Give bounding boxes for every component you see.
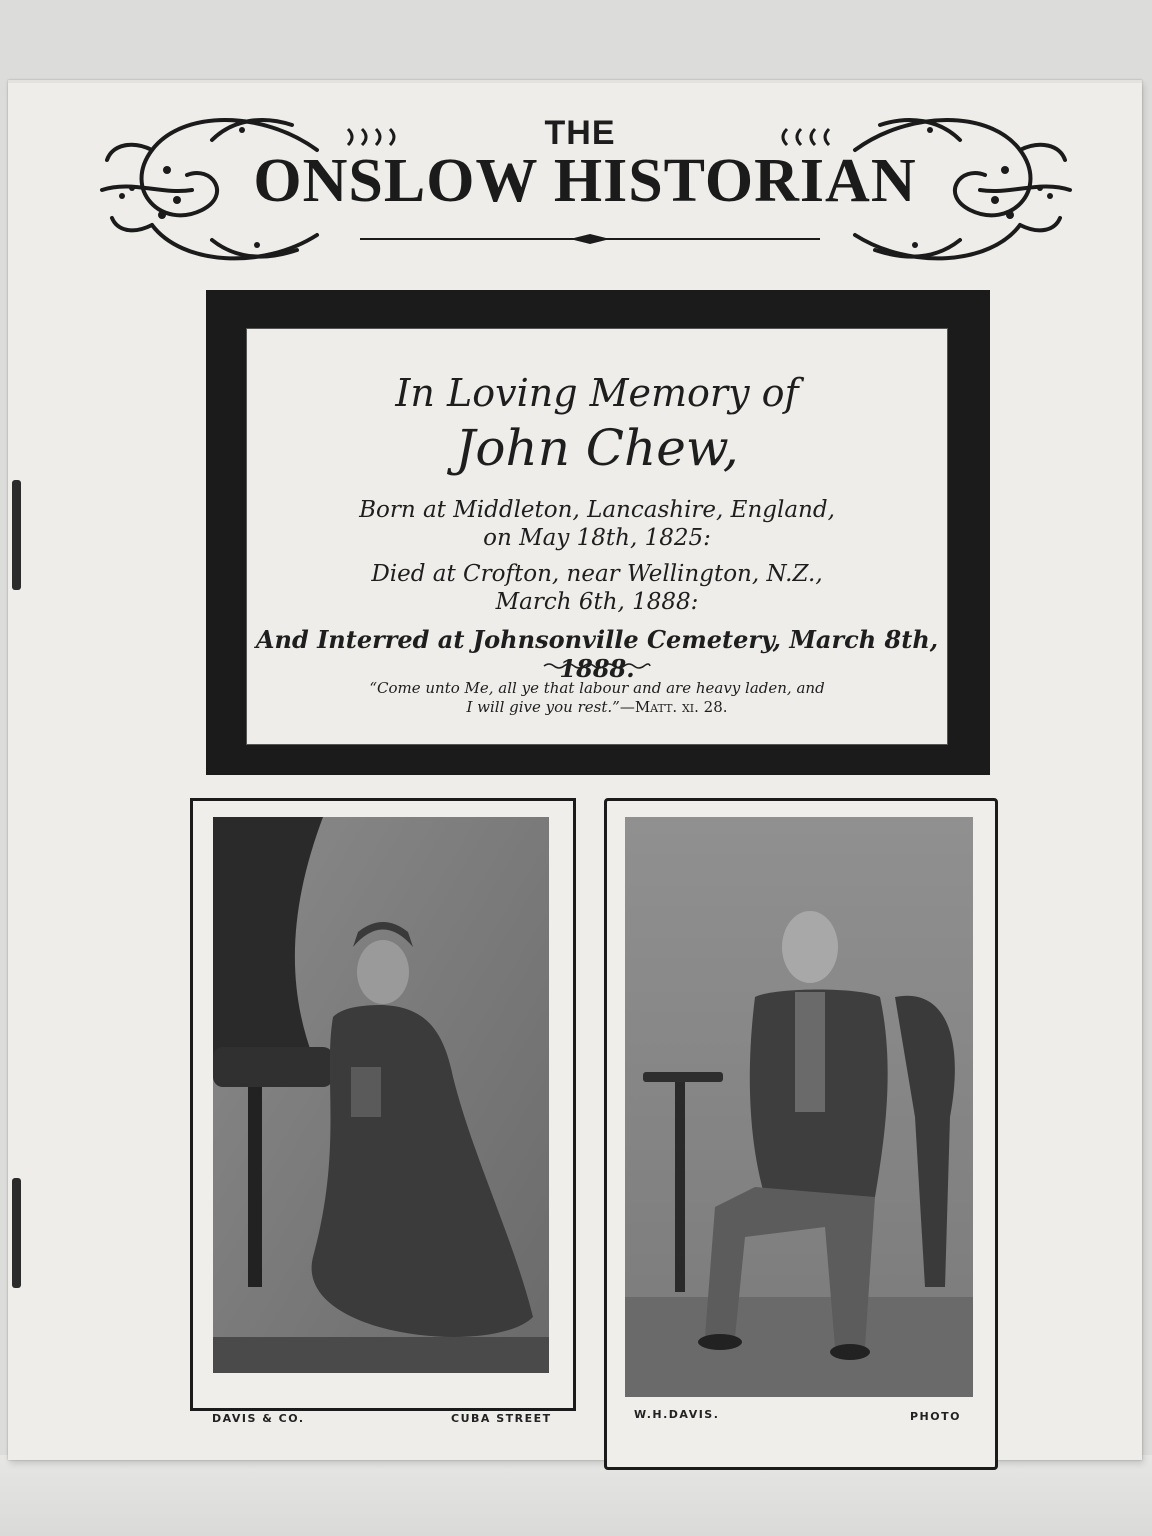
masthead-title: ONSLOW HISTORIAN xyxy=(253,147,917,215)
memorial-flourish-icon xyxy=(542,661,652,671)
staple-bottom xyxy=(12,1178,21,1288)
memorial-quote-line1: “Come unto Me, all ye that labour and are heavy laden, and xyxy=(369,679,825,697)
memorial-born-line1: Born at Middleton, Lancashire, England, xyxy=(359,497,835,523)
photo-right-caption-photo: PHOTO xyxy=(910,1410,961,1423)
memorial-interred: And Interred at Johnsonville Cemetery, March 8th, 1888. xyxy=(255,625,939,683)
memorial-name: John Chew, xyxy=(455,419,739,477)
memorial-died-line2: March 6th, 1888: xyxy=(495,589,699,615)
memorial-quote-text: I will give you rest.” xyxy=(466,698,620,716)
memorial-heading: In Loving Memory of xyxy=(395,371,799,415)
photo-card-woman xyxy=(190,798,576,1411)
photo-left-caption-studio: DAVIS & CO. xyxy=(212,1412,305,1425)
photo-right-caption-studio: W.H.DAVIS. xyxy=(634,1408,720,1421)
staple-top xyxy=(12,480,21,590)
portrait-man-photo xyxy=(625,817,973,1397)
portrait-woman-photo xyxy=(213,817,549,1373)
memorial-died-line1: Died at Crofton, near Wellington, N.Z., xyxy=(371,561,823,587)
memorial-card xyxy=(246,328,948,745)
masthead-rule xyxy=(360,232,820,246)
memorial-born-line2: on May 18th, 1825: xyxy=(483,525,711,551)
photo-card-man xyxy=(604,798,998,1470)
memorial-quote-reference: —Matt. xi. 28. xyxy=(619,698,728,716)
masthead-the: THE xyxy=(544,114,616,152)
memorial-quote-line2 xyxy=(247,698,947,716)
cover-edge xyxy=(8,80,1142,83)
photo-left-caption-street: CUBA STREET xyxy=(451,1412,552,1425)
